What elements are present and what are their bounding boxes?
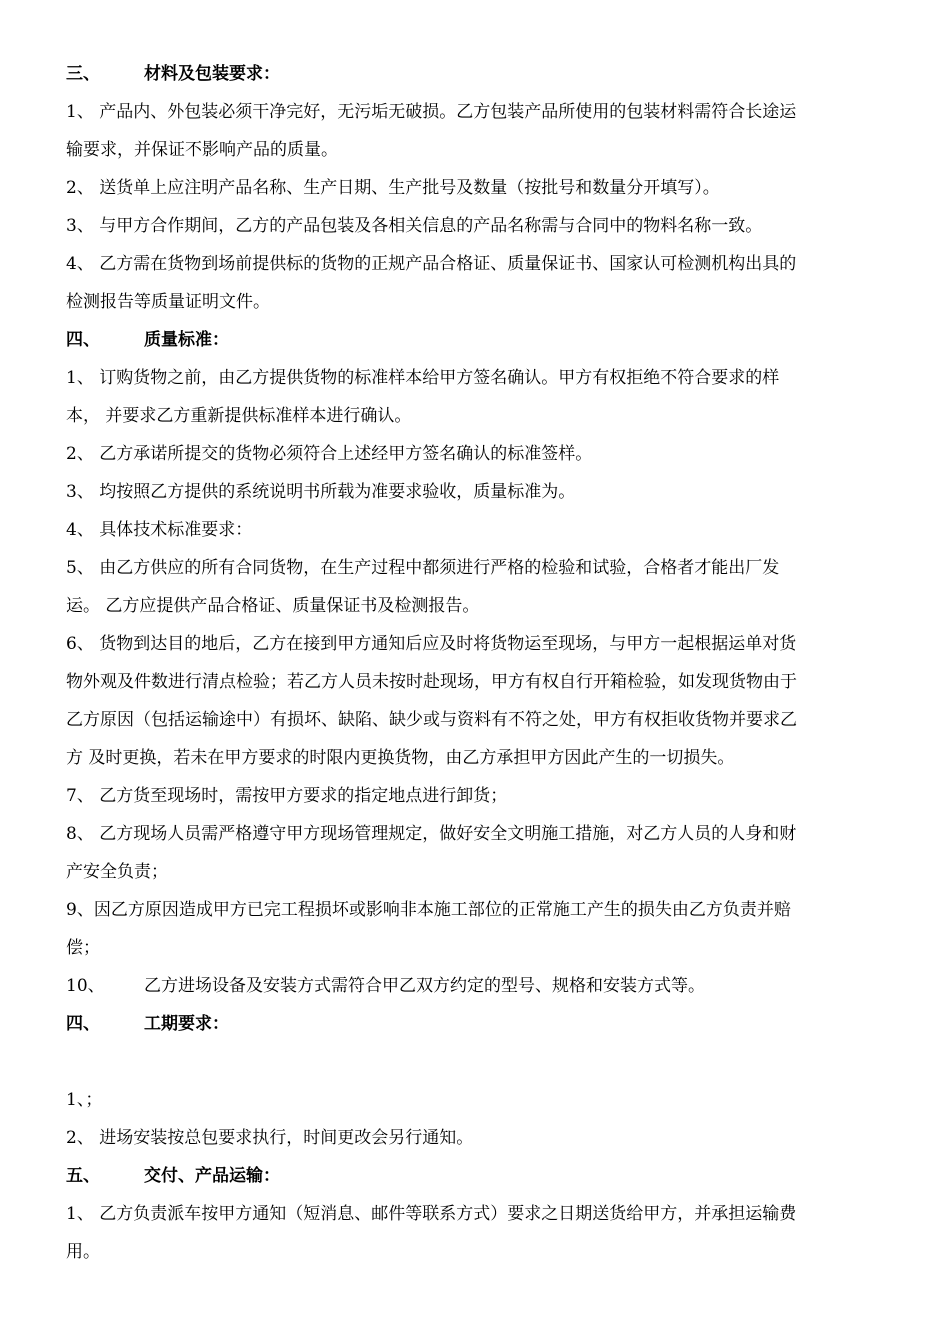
section-title: 质量标准： bbox=[144, 330, 229, 350]
section-title: 工期要求： bbox=[144, 1014, 229, 1034]
section-number: 五、 bbox=[66, 1166, 100, 1186]
section-heading-materials bbox=[66, 63, 896, 101]
paragraph-line: 用。 bbox=[66, 1242, 100, 1262]
paragraph-line: 输要求，并保证不影响产品的质量。 bbox=[66, 140, 338, 160]
paragraph-line: 2、 送货单上应注明产品名称、生产日期、生产批号及数量（按批号和数量分开填写）。 bbox=[66, 178, 720, 198]
paragraph-line: 产安全负责； bbox=[66, 862, 168, 882]
paragraph-line: 2、 进场安装按总包要求执行，时间更改会另行通知。 bbox=[66, 1128, 474, 1148]
paragraph-line: 物外观及件数进行清点检验；若乙方人员未按时赴现场，甲方有权自行开箱检验，如发现货物由于 bbox=[66, 672, 797, 692]
section-heading-delivery bbox=[66, 1165, 896, 1203]
section-heading-quality bbox=[66, 329, 896, 367]
paragraph-line: 3、 与甲方合作期间，乙方的产品包装及各相关信息的产品名称需与合同中的物料名称一致。 bbox=[66, 216, 763, 236]
paragraph-line: 2、 乙方承诺所提交的货物必须符合上述经甲方签名确认的标准签样。 bbox=[66, 444, 593, 464]
section-number: 四、 bbox=[66, 330, 100, 350]
paragraph-line: 3、 均按照乙方提供的系统说明书所载为准要求验收，质量标准为。 bbox=[66, 482, 576, 502]
section-heading-schedule bbox=[66, 1013, 896, 1051]
item-number: 10、 bbox=[66, 976, 105, 996]
paragraph-line: 8、 乙方现场人员需严格遵守甲方现场管理规定，做好安全文明施工措施，对乙方人员的人身和财 bbox=[66, 824, 797, 844]
blank-line bbox=[66, 1051, 896, 1089]
item-10-line bbox=[66, 975, 896, 1013]
section-number: 三、 bbox=[66, 64, 100, 84]
paragraph-line: 1、 订购货物之前，由乙方提供货物的标准样本给甲方签名确认。甲方有权拒绝不符合要求的样 bbox=[66, 368, 780, 388]
paragraph-line: 4、 具体技术标准要求： bbox=[66, 520, 253, 540]
paragraph-line: 7、 乙方货至现场时，需按甲方要求的指定地点进行卸货； bbox=[66, 786, 508, 806]
paragraph-line: 1、 乙方负责派车按甲方通知（短消息、邮件等联系方式）要求之日期送货给甲方，并承担运输费 bbox=[66, 1204, 797, 1224]
section-title: 材料及包装要求： bbox=[144, 64, 280, 84]
paragraph-line: 检测报告等质量证明文件。 bbox=[66, 292, 270, 312]
document-page bbox=[66, 63, 896, 1279]
paragraph-line: 5、 由乙方供应的所有合同货物，在生产过程中都须进行严格的检验和试验，合格者才能出厂发 bbox=[66, 558, 780, 578]
item-text: 乙方进场设备及安装方式需符合甲乙双方约定的型号、规格和安装方式等。 bbox=[144, 976, 705, 996]
paragraph-line: 偿； bbox=[66, 938, 100, 958]
paragraph-line: 6、 货物到达目的地后，乙方在接到甲方通知后应及时将货物运至现场，与甲方一起根据运单对货 bbox=[66, 634, 797, 654]
paragraph-line: 1、 产品内、外包装必须干净完好，无污垢无破损。乙方包装产品所使用的包装材料需符合长途运 bbox=[66, 102, 797, 122]
paragraph-line: 1、； bbox=[66, 1090, 103, 1110]
paragraph-line: 4、 乙方需在货物到场前提供标的货物的正规产品合格证、质量保证书、国家认可检测机构出具的 bbox=[66, 254, 797, 274]
paragraph-line: 本， 并要求乙方重新提供标准样本进行确认。 bbox=[66, 406, 412, 426]
section-title: 交付、产品运输： bbox=[144, 1166, 280, 1186]
paragraph-line: 方 及时更换，若未在甲方要求的时限内更换货物，由乙方承担甲方因此产生的一切损失。 bbox=[66, 748, 735, 768]
paragraph-line: 运。 乙方应提供产品合格证、质量保证书及检测报告。 bbox=[66, 596, 480, 616]
paragraph-line: 9、因乙方原因造成甲方已完工程损坏或影响非本施工部位的正常施工产生的损失由乙方负责并赔 bbox=[66, 900, 791, 920]
paragraph-line: 乙方原因（包括运输途中）有损坏、缺陷、缺少或与资料有不符之处，甲方有权拒收货物并要求乙 bbox=[66, 710, 797, 730]
section-number: 四、 bbox=[66, 1014, 100, 1034]
